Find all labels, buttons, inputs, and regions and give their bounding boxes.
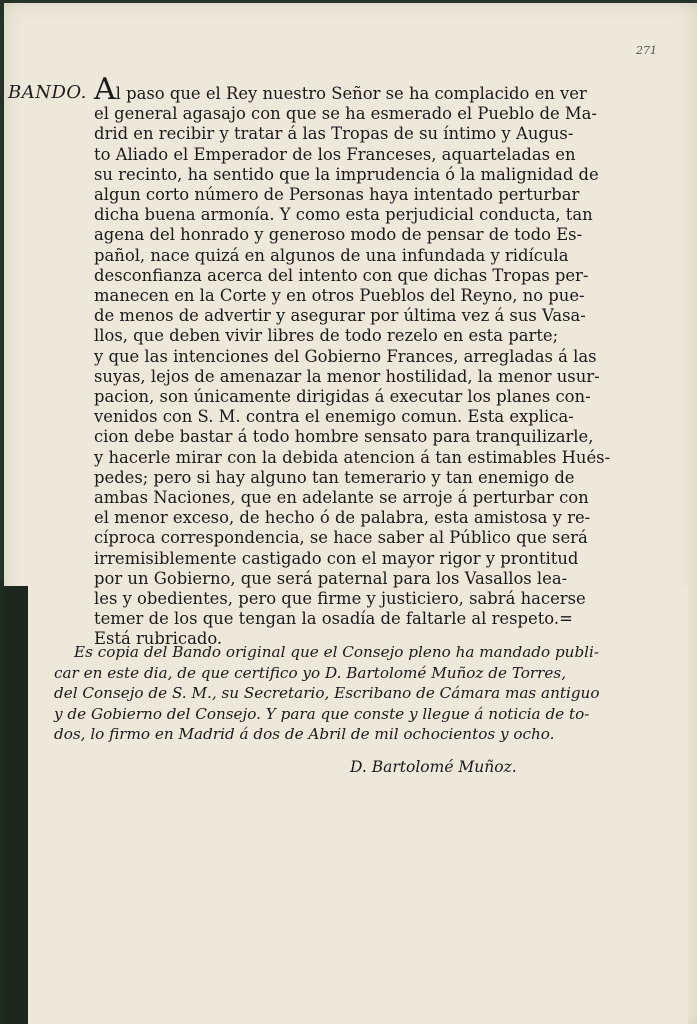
body-line: temer de los que tengan la osadía de faltarle al respeto.= xyxy=(94,609,573,629)
body-line: agena del honrado y generoso modo de pensar de todo Es- xyxy=(94,225,583,245)
body-line: les y obedientes, pero que firme y justiciero, sabrá hacerse xyxy=(94,589,586,609)
bando-heading: BANDO. xyxy=(8,82,87,103)
certification-line: car en este dia, de que certifico yo D. Bartolomé Muñoz de Torres, xyxy=(54,663,567,682)
body-line: drid en recibir y tratar á las Tropas de su íntimo y Augus- xyxy=(94,124,574,144)
body-line: irremisiblemente castigado con el mayor rigor y prontitud xyxy=(94,548,579,568)
bando-body-text xyxy=(94,72,611,650)
body-line: to Aliado el Emperador de los Franceses, aquarteladas en xyxy=(94,144,576,164)
page-number: 271 xyxy=(636,44,657,57)
body-line: ambas Naciones, que en adelante se arroje á perturbar con xyxy=(94,488,589,508)
body-line: el menor exceso, de hecho ó de palabra, esta amistosa y re- xyxy=(94,508,591,528)
body-line: pedes; pero si hay alguno tan temerario y tan enemigo de xyxy=(94,467,575,487)
signature: D. Bartolomé Muñoz. xyxy=(350,758,517,776)
body-line: desconfianza acerca del intento con que dichas Tropas per- xyxy=(94,265,589,285)
body-line: dicha buena armonía. Y como esta perjudicial conducta, tan xyxy=(94,205,593,225)
body-line: cion debe bastar á todo hombre sensato para tranquilizarle, xyxy=(94,427,594,447)
body-line: suyas, lejos de amenazar la menor hostilidad, la menor usur- xyxy=(94,366,600,386)
body-line: y hacerle mirar con la debida atencion á tan estimables Hués- xyxy=(94,447,611,467)
body-line: venidos con S. M. contra el enemigo comun. Esta explica- xyxy=(94,407,574,427)
body-line-first xyxy=(94,72,588,107)
body-line: por un Gobierno, que será paternal para los Vasallos lea- xyxy=(94,568,568,588)
certification-line: y de Gobierno del Consejo. Y para que conste y llegue á noticia de to- xyxy=(54,704,590,723)
body-first-line-text: l paso que el Rey nuestro Señor se ha complacido en ver xyxy=(115,84,587,103)
page-fold-shadow xyxy=(4,586,30,1024)
body-line: cíproca correspondencia, se hace saber al Público que será xyxy=(94,528,588,548)
body-line: su recinto, ha sentido que la imprudencia ó la malignidad de xyxy=(94,164,599,184)
certification-line: del Consejo de S. M., su Secretario, Escribano de Cámara mas antiguo xyxy=(54,684,600,703)
body-line: de menos de advertir y asegurar por última vez á sus Vasa- xyxy=(94,306,586,326)
body-line: manecen en la Corte y en otros Pueblos del Reyno, no pue- xyxy=(94,286,585,306)
certification-line: Es copia del Bando original que el Consejo pleno ha mandado publi- xyxy=(74,643,600,661)
body-line: pacion, son únicamente dirigidas á executar los planes con- xyxy=(94,387,591,407)
body-line: y que las intenciones del Gobierno Frances, arregladas á las xyxy=(94,346,597,366)
body-line: algun corto número de Personas haya intentado perturbar xyxy=(94,185,580,205)
body-line: el general agasajo con que se ha esmerado el Pueblo de Ma- xyxy=(94,104,597,124)
body-line: llos, que deben vivir libres de todo rezelo en esta parte; xyxy=(94,326,559,346)
body-line-last: Está rubricado. xyxy=(94,629,223,649)
certification-line: dos, lo firmo en Madrid á dos de Abril de mil ochocientos y ocho. xyxy=(54,725,555,744)
drop-cap: A xyxy=(94,72,116,107)
certification-paragraph xyxy=(54,642,600,745)
body-line: pañol, nace quizá en algunos de una infundada y ridícula xyxy=(94,245,569,265)
